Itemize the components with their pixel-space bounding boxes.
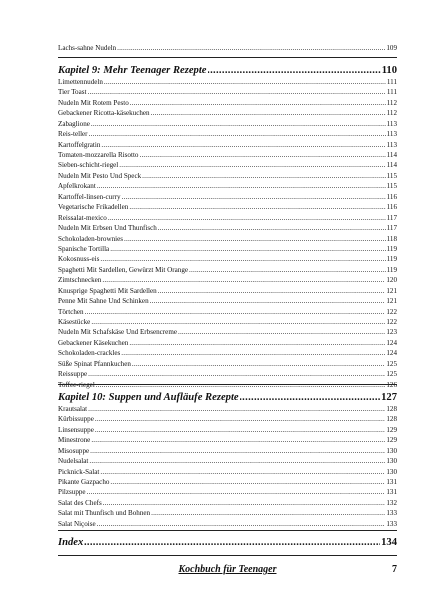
dot-leader <box>158 223 386 233</box>
dot-leader <box>158 286 386 296</box>
toc-entry-page: 115 <box>386 182 397 191</box>
toc-entry-title: Käsestücke <box>58 318 91 327</box>
toc-entry-page: 129 <box>386 436 397 445</box>
dot-leader <box>110 477 385 487</box>
toc-entry-title: Sieben-schicht-riegel <box>58 161 119 170</box>
dot-leader <box>102 275 385 285</box>
toc-entry[interactable] <box>58 43 397 53</box>
dot-leader <box>124 234 386 244</box>
toc-entry-title: Penne Mit Sahne Und Schinken <box>58 297 149 306</box>
toc-entry[interactable] <box>58 150 397 160</box>
toc-entry[interactable] <box>58 359 397 369</box>
toc-entry-title: Gebackener Käsekuchen <box>58 338 129 347</box>
toc-entry-page: 130 <box>386 457 397 466</box>
toc-entry[interactable] <box>58 119 397 129</box>
toc-entry-page: 132 <box>386 498 397 507</box>
toc-entry-title: Süße Spinat Pfannkuchen <box>58 359 131 368</box>
toc-entry-page: 130 <box>386 467 397 476</box>
toc-entry-title: Limettennudeln <box>58 77 103 86</box>
toc-entry-title: Picknick-Salat <box>58 467 100 476</box>
index-page: 134 <box>381 537 397 548</box>
toc-entry-list <box>58 404 397 529</box>
toc-entry-page: 113 <box>386 119 397 128</box>
toc-entry-page: 130 <box>386 446 397 455</box>
dot-leader <box>104 77 386 87</box>
toc-entry-title: Lachs-sahne Nudeln <box>58 43 117 52</box>
toc-entry[interactable] <box>58 108 397 118</box>
dot-leader <box>91 317 385 327</box>
toc-entry-title: Nudelsalat <box>58 457 89 466</box>
dot-leader <box>100 254 385 264</box>
footer-book-title: Kochbuch für Teenager <box>178 564 277 575</box>
toc-entry[interactable] <box>58 161 397 171</box>
toc-entry[interactable] <box>58 307 397 317</box>
dot-leader <box>84 536 380 549</box>
toc-entry[interactable] <box>58 508 397 518</box>
dot-leader <box>150 296 386 306</box>
toc-entry-page: 116 <box>386 192 397 201</box>
chapter-page: 110 <box>381 65 397 76</box>
toc-entry[interactable] <box>58 181 397 191</box>
toc-entry[interactable] <box>58 77 397 87</box>
index-heading[interactable] <box>58 536 397 549</box>
toc-entry-page: 131 <box>386 478 397 487</box>
toc-entry-page: 128 <box>386 415 397 424</box>
toc-entry[interactable] <box>58 254 397 264</box>
toc-entry[interactable] <box>58 456 397 466</box>
dot-leader <box>130 98 386 108</box>
dot-leader <box>87 87 385 97</box>
toc-entry-list <box>58 77 397 390</box>
dot-leader <box>151 508 385 518</box>
dot-leader <box>117 43 385 53</box>
toc-entry[interactable] <box>58 519 397 529</box>
dot-leader <box>87 488 386 498</box>
toc-entry-page: 116 <box>386 203 397 212</box>
toc-entry-page: 114 <box>386 151 397 160</box>
toc-entry-page: 119 <box>386 265 397 274</box>
dot-leader <box>91 435 385 445</box>
toc-entry-page: 115 <box>386 171 397 180</box>
toc-entry[interactable] <box>58 234 397 244</box>
dot-leader <box>89 456 385 466</box>
toc-entry[interactable] <box>58 265 397 275</box>
chapter-heading[interactable] <box>58 64 397 77</box>
toc-entry[interactable] <box>58 446 397 456</box>
chapter-heading[interactable] <box>58 391 397 404</box>
toc-entry[interactable] <box>58 414 397 424</box>
dot-leader <box>95 425 386 435</box>
toc-entry-page: 109 <box>386 43 397 52</box>
toc-entry[interactable] <box>58 338 397 348</box>
toc-entry-title: Tomaten-mozzarella Risotto <box>58 151 139 160</box>
toc-entry-page: 124 <box>386 349 397 358</box>
toc-entry-title: Spaghetti Mit Sardellen, Gewürzt Mit Orange <box>58 265 189 274</box>
toc-entry[interactable] <box>58 328 397 338</box>
toc-entry-title: Kartoffel-linsen-curry <box>58 192 121 201</box>
toc-entry-title: Spanische Tortilla <box>58 244 110 253</box>
toc-entry-title: Nudeln Mit Erbsen Und Thunfisch <box>58 224 157 233</box>
toc-entry[interactable] <box>58 435 397 445</box>
toc-entry-title: Salat mit Thunfisch und Bohnen <box>58 509 151 518</box>
toc-entry-title: Knusprige Spaghetti Mit Sardellen <box>58 286 157 295</box>
dot-leader <box>132 359 385 369</box>
toc-entry-page: 129 <box>386 425 397 434</box>
toc-index <box>58 536 397 549</box>
dot-leader <box>90 446 385 456</box>
toc-entry-page: 117 <box>386 213 397 222</box>
toc-entry-title: Zabaglione <box>58 119 90 128</box>
toc-entry-title: Nudeln Mit Pesto Und Speck <box>58 171 142 180</box>
dot-leader <box>189 265 386 275</box>
toc-entry-page: 120 <box>386 276 397 285</box>
dot-leader <box>100 467 385 477</box>
toc-entry[interactable] <box>58 425 397 435</box>
dot-leader <box>97 519 386 529</box>
toc-entry-title: Krautsalat <box>58 404 88 413</box>
page-footer <box>58 563 397 577</box>
footer-page-number: 7 <box>392 564 397 575</box>
toc-entry-title: Schokoladen-brownies <box>58 234 124 243</box>
toc-entry-title: Kokosnuss-eis <box>58 255 100 264</box>
toc-entry[interactable] <box>58 498 397 508</box>
toc-entry[interactable] <box>58 98 397 108</box>
dot-leader <box>101 140 385 150</box>
toc-entry-page: 119 <box>386 244 397 253</box>
toc-entry-title: Törtchen <box>58 307 84 316</box>
dot-leader <box>151 108 386 118</box>
toc-entry-title: Tier Toast <box>58 88 87 97</box>
chapter-title: Kapitel 9: Mehr Teenager Rezepte <box>58 65 207 76</box>
dot-leader <box>97 181 386 191</box>
dot-leader <box>121 348 385 358</box>
section-divider <box>58 57 397 58</box>
toc-entry-title: Zimtschnecken <box>58 276 102 285</box>
toc-entry-title: Schokoladen-crackles <box>58 349 121 358</box>
toc-entry[interactable] <box>58 404 397 414</box>
dot-leader <box>85 307 386 317</box>
toc-entry-title: Reis-teller <box>58 130 88 139</box>
toc-entry-title: Kartoffelgratin <box>58 140 101 149</box>
toc-entry-title: Salat Niçoise <box>58 519 96 528</box>
toc-entry-page: 114 <box>386 161 397 170</box>
toc-entry[interactable] <box>58 213 397 223</box>
toc-entry[interactable] <box>58 488 397 498</box>
dot-leader <box>142 171 385 181</box>
toc-entry[interactable] <box>58 202 397 212</box>
toc-entry-title: Linsensuppe <box>58 425 94 434</box>
dot-leader <box>95 414 385 424</box>
toc-entry-page: 122 <box>386 318 397 327</box>
dot-leader <box>240 391 381 404</box>
toc-chapter-10 <box>58 391 397 529</box>
toc-entry-title: Pilzsuppe <box>58 488 86 497</box>
toc-entry-page: 131 <box>386 488 397 497</box>
dot-leader <box>91 119 386 129</box>
toc-entry-title: Reissuppe <box>58 370 88 379</box>
toc-entry-page: 111 <box>386 77 397 86</box>
toc-entry[interactable] <box>58 171 397 181</box>
toc-entry[interactable] <box>58 129 397 139</box>
toc-entry-page: 128 <box>386 404 397 413</box>
toc-entry[interactable] <box>58 348 397 358</box>
dot-leader <box>122 192 386 202</box>
dot-leader <box>108 213 386 223</box>
toc-entry-page: 125 <box>386 370 397 379</box>
chapter-title: Kapitel 10: Suppen und Aufläufe Rezepte <box>58 392 239 403</box>
toc-entry-page: 133 <box>386 519 397 528</box>
toc-entry-title: Nudeln Mit Schafskäse Und Erbsencreme <box>58 328 177 337</box>
toc-entry-page: 121 <box>386 297 397 306</box>
index-title: Index <box>58 537 84 548</box>
toc-entry-page: 119 <box>386 255 397 264</box>
dot-leader <box>129 338 385 348</box>
dot-leader <box>110 244 385 254</box>
toc-entry-page: 112 <box>386 98 397 107</box>
dot-leader <box>139 150 385 160</box>
toc-entry[interactable] <box>58 223 397 233</box>
toc-entry-title: Nudeln Mit Rotem Pesto <box>58 98 129 107</box>
toc-entry[interactable] <box>58 140 397 150</box>
toc-entry-page: 122 <box>386 307 397 316</box>
toc-entry-page: 117 <box>386 224 397 233</box>
dot-leader <box>88 404 385 414</box>
footer-divider <box>58 555 397 556</box>
toc-entry-title: Kürbissuppe <box>58 415 94 424</box>
toc-entry-title: Reissalat-mexico <box>58 213 107 222</box>
toc-entry-page: 118 <box>386 234 397 243</box>
toc-entry-page: 124 <box>386 338 397 347</box>
toc-entry-title: Gebackener Ricotta-käsekuchen <box>58 109 150 118</box>
dot-leader <box>178 328 385 338</box>
dot-leader <box>103 498 386 508</box>
toc-entry[interactable] <box>58 369 397 379</box>
dot-leader <box>88 369 385 379</box>
toc-entry-page: 133 <box>386 509 397 518</box>
toc-entry-page: 111 <box>386 88 397 97</box>
toc-entry[interactable] <box>58 467 397 477</box>
section-divider <box>58 530 397 531</box>
dot-leader <box>119 161 385 171</box>
toc-entry-page: 125 <box>386 359 397 368</box>
toc-entry-title: Toffee-riegel <box>58 380 95 389</box>
toc-entry-page: 113 <box>386 130 397 139</box>
toc-entry-title: Salat des Chefs <box>58 498 102 507</box>
toc-entry[interactable] <box>58 296 397 306</box>
toc-entry-page: 113 <box>386 140 397 149</box>
toc-entry-page: 123 <box>386 328 397 337</box>
dot-leader <box>129 202 385 212</box>
toc-top-section <box>58 43 397 53</box>
toc-entry-title: Misosuppe <box>58 446 90 455</box>
toc-entry[interactable] <box>58 192 397 202</box>
toc-entry[interactable] <box>58 477 397 487</box>
toc-entry[interactable] <box>58 317 397 327</box>
section-divider <box>58 384 397 385</box>
toc-entry-title: Pikante Gazpacho <box>58 478 110 487</box>
chapter-page: 127 <box>381 392 397 403</box>
toc-entry-page: 121 <box>386 286 397 295</box>
toc-entry-page: 126 <box>386 380 397 389</box>
toc-entry[interactable] <box>58 286 397 296</box>
dot-leader <box>208 64 381 77</box>
toc-entry-title: Apfelkrokant <box>58 182 96 191</box>
dot-leader <box>89 129 386 139</box>
toc-entry[interactable] <box>58 244 397 254</box>
toc-chapter-9 <box>58 64 397 390</box>
toc-entry-title: Minestrone <box>58 436 91 445</box>
toc-entry-title: Vegetarische Frikadellen <box>58 203 129 212</box>
toc-entry[interactable] <box>58 275 397 285</box>
toc-entry[interactable] <box>58 87 397 97</box>
toc-entry-page: 112 <box>386 109 397 118</box>
